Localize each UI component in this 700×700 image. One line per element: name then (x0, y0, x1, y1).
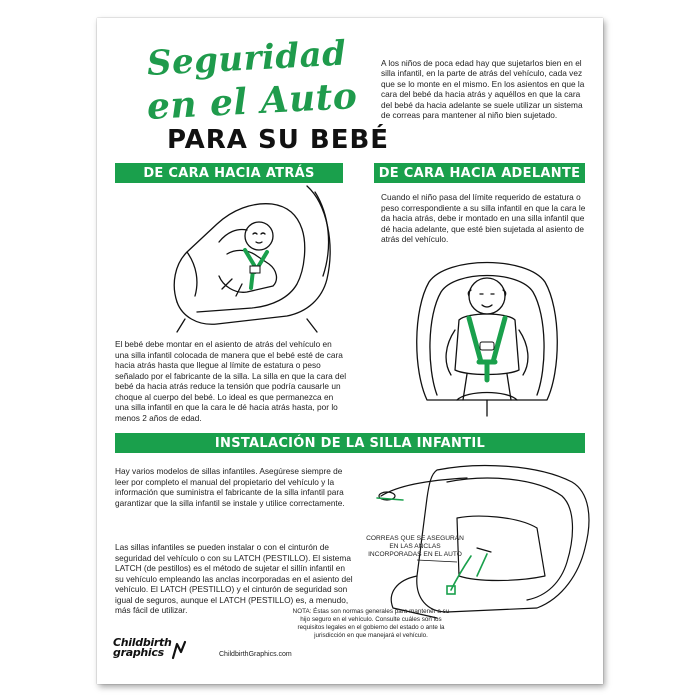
title-line-3: PARA SU BEBÉ (167, 125, 390, 155)
logo-text-2: graphics (113, 646, 164, 659)
rear-facing-seat-illustration (157, 184, 347, 334)
logo-text-1: Childbirth (113, 636, 172, 649)
legal-note: NOTA: Éstas son normas generales para mantener a su hijo seguro en el vehículo. Consulte cuáles son los requisitos legales en el gobierno del estado o ante la jurisdicción en que manejará el vehículo. (292, 608, 450, 639)
forward-facing-heading: DE CARA HACIA ADELANTE (374, 163, 585, 183)
installation-text-2: Las sillas infantiles se pueden instalar o con el cinturón de seguridad del vehículo o con su LATCH (PESTILLO). El sistema LATCH (de pestillos) es el método de sujetar el sillín infantil en su vehículo empleando las anclas incorporadas en el asiento del vehículo. El LATCH (PESTILLO) y el cinturón de seguridad son igual de seguros, aunque el LATCH (PESTILLO) es, a menudo, más fácil de utilizar. (115, 542, 353, 615)
poster-sheet (97, 18, 603, 684)
title-line-1: Seguridad (145, 33, 348, 84)
logo-mark-icon (171, 640, 187, 660)
rear-facing-heading: DE CARA HACIA ATRÁS (115, 163, 343, 183)
latch-callout: CORREAS QUE SE ASEGURAN EN LAS ANCLAS INCORPORADAS EN EL AUTO (366, 535, 464, 558)
childbirth-graphics-logo (113, 638, 183, 670)
installation-text-1: Hay varios modelos de sillas infantiles. Asegúrese siempre de leer por completo el manual del propietario del vehículo y la información que suministra el fabricante de la silla infantil para garantizar que la silla infantil se instale y utilice correctamente. (115, 466, 345, 508)
intro-paragraph: A los niños de poca edad hay que sujetarlos bien en el silla infantil, en la parte de atrás del vehículo, cada vez que se lo monte en el mismo. En los asientos en que la cara del bebé da hacia atrás y aquéllos en que la cara del bebé da hacia adelante se suele utilizar un sistema de correas para mantener al niño bien sujetado. (381, 58, 585, 121)
rear-facing-text: El bebé debe montar en el asiento de atrás del vehículo en una silla infantil colocada de manera que el bebé esté de cara hacia atrás hasta que llegue al límite de estatura o peso señalado por el fabricante de la silla. La silla en que la cara del bebé da hacia atrás reduce la tensión que podría causarle un choque al cuerpo del bebé. Lo ideal es que permanezca en una silla infantil en que la cara le dé hacia atrás hasta, por lo menos 2 años de edad. (115, 339, 347, 423)
forward-facing-seat-illustration (407, 250, 567, 420)
website-url: ChildbirthGraphics.com (219, 651, 292, 658)
installation-heading: INSTALACIÓN DE LA SILLA INFANTIL (115, 433, 585, 453)
forward-facing-text: Cuando el niño pasa del límite requerido de estatura o peso correspondiente a su silla infantil en que la cara le da hacia atrás, debe ir montado en una silla infantil que dé hacia adelante, que esté bien sujetada al asiento de atrás del vehículo. (381, 192, 586, 244)
title-line-2: en el Auto (145, 75, 359, 128)
